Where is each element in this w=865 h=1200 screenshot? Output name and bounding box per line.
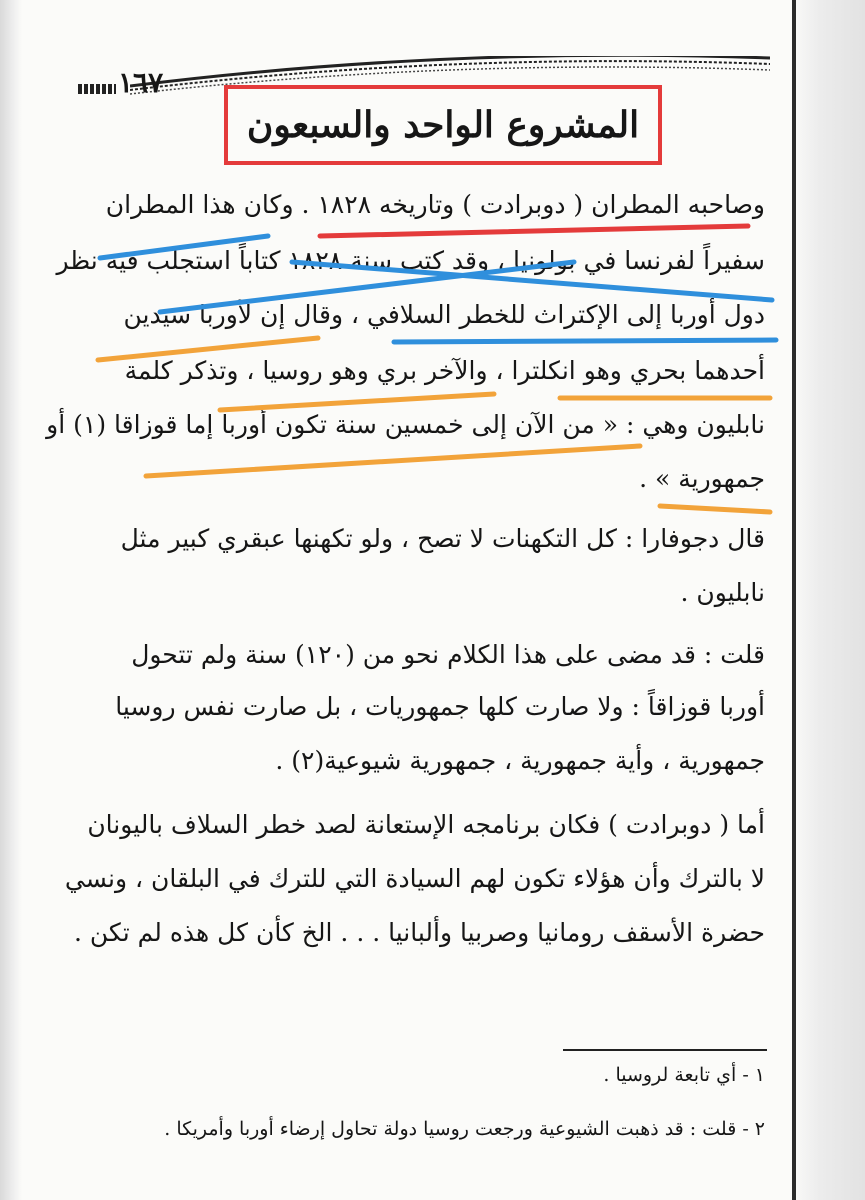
- footnote-separator: [563, 1049, 767, 1051]
- body-line-12: أما ( دوبرادت ) فكان برنامجه الإستعانة لصد خطر السلاف باليونان: [87, 810, 765, 839]
- page-number: ١٦٧: [118, 66, 164, 99]
- body-line-11: جمهورية ، وأية جمهورية ، جمهورية شيوعية(٢) .: [275, 746, 765, 775]
- page-edge-right: [790, 0, 865, 1200]
- body-line-10: أوربا قوزاقاً : ولا صارت كلها جمهوريات ، بل صارت نفس روسيا: [115, 692, 765, 721]
- body-line-4: أحدهما بحري وهو انكلترا ، والآخر بري وهو روسيا ، وتذكر كلمة: [124, 356, 765, 385]
- page-number-dash: [78, 84, 116, 94]
- red-underline: [320, 226, 748, 236]
- body-line-6: جمهورية » .: [639, 464, 765, 493]
- footnote-2: ٢ - قلت : قد ذهبت الشيوعية ورجعت روسيا دولة تحاول إرضاء أوربا وأمريكا .: [164, 1118, 765, 1140]
- body-line-5: نابليون وهي : « من الآن إلى خمسين سنة تكون أوربا إما قوزاقا (١) أو: [46, 410, 765, 439]
- body-line-13: لا بالترك وأن هؤلاء تكون لهم السيادة التي للترك في البلقان ، ونسي: [64, 864, 765, 893]
- body-line-3: دول أوربا إلى الإكتراث للخطر السلافي ، وقال إن لأوربا سيدين: [123, 300, 765, 329]
- body-line-2: سفيراً لفرنسا في بولونيا ، وقد كتب سنة ١٨٢٨ كتاباً استجلب فيه نظر: [56, 246, 765, 275]
- page-gutter-left: [0, 0, 22, 1200]
- chapter-title: المشروع الواحد والسبعون: [246, 104, 640, 146]
- body-line-9: قلت : قد مضى على هذا الكلام نحو من (١٢٠) سنة ولم تتحول: [131, 640, 765, 669]
- book-spine-line: [792, 0, 796, 1200]
- body-line-14: حضرة الأسقف رومانيا وصربيا وألبانيا . . . الخ كأن كل هذه لم تكن .: [73, 918, 765, 947]
- footnote-1: ١ - أي تابعة لروسيا .: [603, 1064, 765, 1086]
- body-line-7: قال دجوفارا : كل التكهنات لا تصح ، ولو تكهنها عبقري كبير مثل: [120, 524, 765, 553]
- body-line-1: وصاحبه المطران ( دوبرادت ) وتاريخه ١٨٢٨ . وكان هذا المطران: [105, 190, 765, 219]
- body-line-8: نابليون .: [680, 578, 765, 607]
